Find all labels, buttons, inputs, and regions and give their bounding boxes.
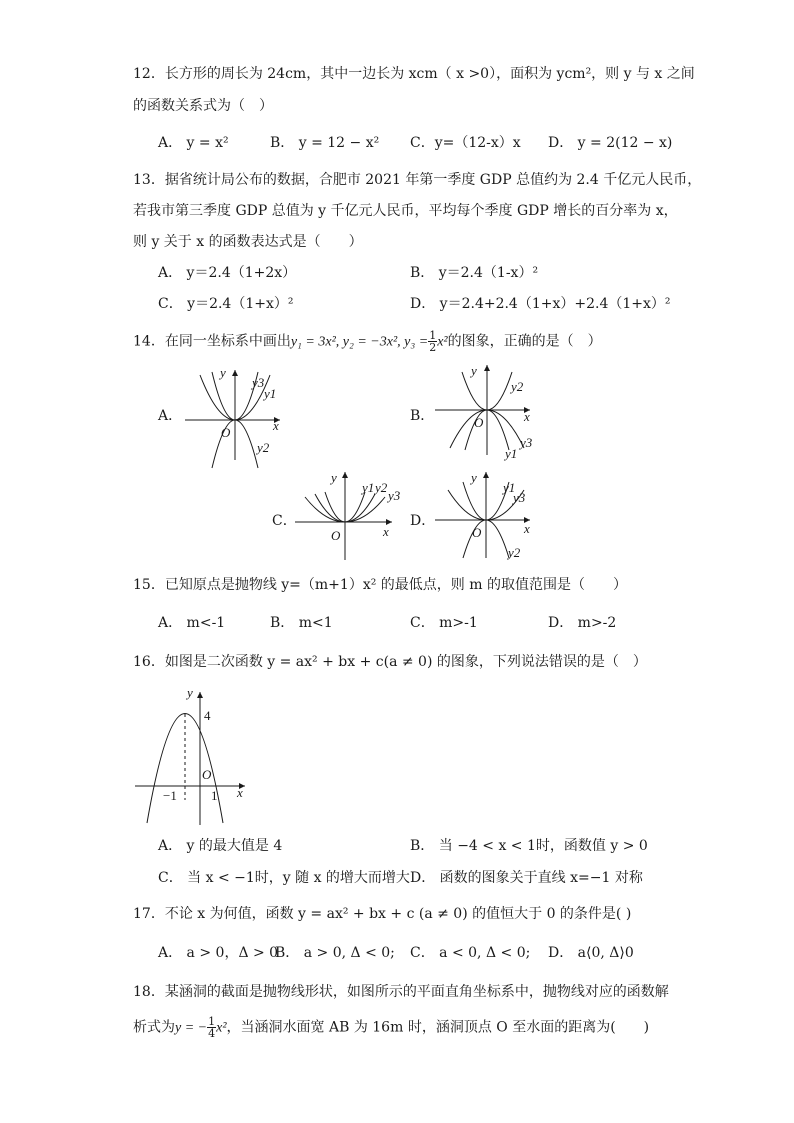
- q15-option-a[interactable]: A． m<-1: [158, 615, 226, 631]
- q14-suffix: 的图象，正确的是（ ）: [447, 333, 602, 350]
- label-y3: y3: [520, 435, 533, 450]
- q18-formula: y = −: [175, 1020, 208, 1036]
- y-arrow-icon: [197, 692, 203, 698]
- q18-frac-den: 4: [208, 1027, 216, 1040]
- q14-prefix: 14．在同一坐标系中画出: [133, 333, 291, 350]
- label-y2: y2: [508, 545, 521, 560]
- x-label: x: [383, 524, 389, 539]
- label-y1: y1: [264, 386, 277, 401]
- q15-line1: 15．已知原点是抛物线 y=（m+1）x² 的最低点，则 m 的取值范围是（ ）: [133, 577, 627, 593]
- x-label: x: [524, 409, 530, 424]
- q14-frac-num: 1: [429, 329, 437, 342]
- q17-option-a[interactable]: A． a > 0，Δ > 0: [158, 945, 279, 961]
- q13-line1: 13．据省统计局公布的数据，合肥市 2021 年第一季度 GDP 总值约为 2.4 千亿元人民币，: [133, 172, 702, 188]
- q18-line2: [133, 1016, 649, 1039]
- q15-option-c[interactable]: C． m>-1: [410, 615, 478, 631]
- q18-line1: 18．某涵洞的截面是抛物线形状，如图所示的平面直角坐标系中，抛物线对应的函数解: [133, 984, 669, 1000]
- label-y1: y1: [362, 480, 375, 495]
- label-y3: y3: [388, 488, 401, 503]
- y-label: y: [331, 470, 337, 485]
- q13-option-c[interactable]: C． y＝2.4（1+x）²: [158, 296, 294, 312]
- q16-option-a[interactable]: A． y 的最大值是 4: [158, 838, 283, 854]
- x-label: x: [273, 418, 279, 433]
- q17-option-b[interactable]: B． a > 0, Δ < 0;: [275, 945, 395, 961]
- tick-label-neg1: −1: [163, 788, 177, 803]
- q16-option-d[interactable]: D． 函数的图象关于直线 x=−1 对称: [410, 870, 643, 886]
- q13-line2: 若我市第三季度 GDP 总值为 y 千亿元人民币，平均每个季度 GDP 增长的百分率为 x，: [133, 203, 678, 219]
- q12-option-b[interactable]: B． y = 12 − x²: [270, 135, 380, 151]
- q14-label-b[interactable]: B．: [410, 408, 435, 424]
- q16-option-c[interactable]: C． 当 x < −1时，y 随 x 的增大而增大: [158, 870, 410, 886]
- label-y1: y1: [505, 446, 518, 461]
- q13-option-b[interactable]: B． y＝2.4（1-x）²: [410, 265, 539, 281]
- q13-line3: 则 y 关于 x 的函数表达式是（ ）: [133, 234, 363, 250]
- q12-line2: 的函数关系式为（ ）: [133, 98, 273, 114]
- q12-option-a[interactable]: A． y = x²: [158, 135, 229, 151]
- label-y2: y2: [375, 480, 388, 495]
- q18-formula-end: x²: [216, 1020, 227, 1036]
- origin-label: O: [202, 767, 212, 782]
- q17-option-c[interactable]: C． a < 0, Δ < 0;: [410, 945, 531, 961]
- origin-label: O: [221, 425, 231, 440]
- tick-label-1: 1: [211, 788, 218, 803]
- q18-fraction: [207, 1016, 216, 1039]
- q18-line2-prefix: 析式为: [133, 1019, 175, 1036]
- x-label: x: [524, 521, 530, 536]
- q16-option-b[interactable]: B． 当 −4 < x < 1时，函数值 y > 0: [410, 838, 648, 854]
- q14-label-a[interactable]: A．: [158, 408, 183, 424]
- y-label: y: [187, 685, 193, 700]
- q13-option-d[interactable]: D． y＝2.4+2.4（1+x）+2.4（1+x）²: [410, 296, 671, 312]
- q15-option-d[interactable]: D． m>-2: [548, 615, 617, 631]
- q12-line1: 12．长方形的周长为 24cm，其中一边长为 xcm（ x >0），面积为 ycm²，则 y 与 x 之间: [133, 66, 695, 82]
- q14-label-d[interactable]: D．: [410, 513, 436, 529]
- q14-label-c[interactable]: C．: [272, 513, 297, 529]
- q18-line2-suffix: ，当涵洞水面宽 AB 为 16m 时，涵洞顶点 O 至水面的距离为( ): [226, 1019, 650, 1036]
- q14-formula: y₁ = 3x², y₂ = −3x², y₃ =: [290, 334, 429, 350]
- tick-label-4: 4: [204, 708, 211, 723]
- origin-label: O: [472, 525, 482, 540]
- q12-option-d[interactable]: D． y = 2(12 − x): [548, 135, 673, 151]
- y-label: y: [471, 363, 477, 378]
- q12-option-c[interactable]: C．y=（12-x）x: [410, 135, 521, 151]
- label-y3: y3: [513, 490, 526, 505]
- q14-formula-end: x²: [437, 334, 448, 350]
- origin-label: O: [474, 415, 484, 430]
- origin-label: O: [331, 528, 341, 543]
- q17-line1: 17．不论 x 为何值，函数 y = ax² + bx + c (a ≠ 0) 的值恒大于 0 的条件是( ): [133, 906, 632, 922]
- q14-frac-den: 2: [429, 341, 437, 354]
- y-label: y: [471, 470, 477, 485]
- x-label: x: [237, 785, 243, 800]
- q16-line1: 16．如图是二次函数 y = ax² + bx + c(a ≠ 0) 的图象，下列说法错误的是（ ）: [133, 654, 647, 670]
- q15-option-b[interactable]: B． m<1: [270, 615, 333, 631]
- label-y2: y2: [257, 440, 270, 455]
- q13-option-a[interactable]: A． y＝2.4（1+2x）: [158, 265, 297, 281]
- label-y1: y1: [503, 480, 516, 495]
- q17-option-d[interactable]: D． a⟨0, Δ⟩0: [548, 945, 634, 961]
- label-y2: y2: [511, 379, 524, 394]
- label-y3: y3: [252, 375, 265, 390]
- q18-frac-num: 1: [208, 1015, 216, 1028]
- y-label: y: [220, 365, 226, 380]
